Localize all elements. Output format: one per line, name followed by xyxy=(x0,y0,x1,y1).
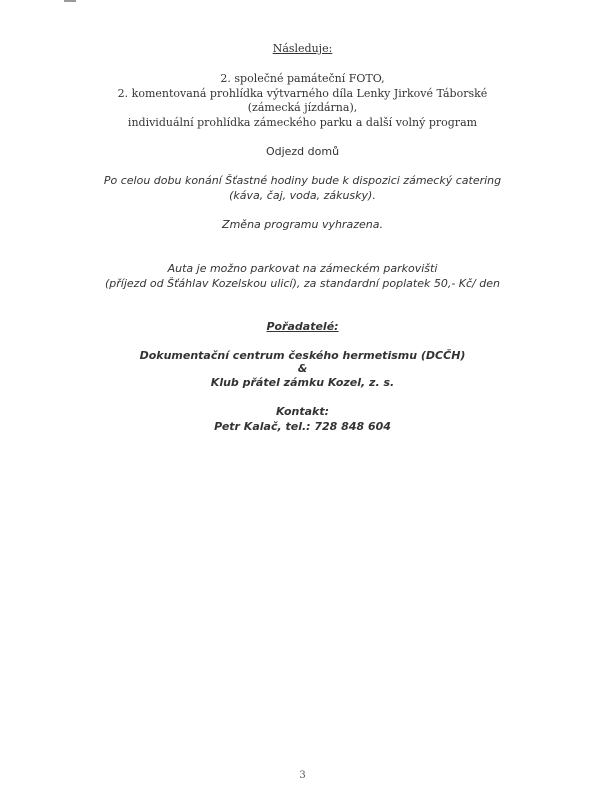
page-top-mark xyxy=(64,0,76,2)
program-line-1: 2. společné památeční FOTO, xyxy=(220,72,385,85)
following-heading: Následuje: xyxy=(272,42,333,55)
organizers-heading: Pořadatelé: xyxy=(266,320,339,333)
page-number: 3 xyxy=(299,770,306,781)
program-line-4: individuální prohlídka zámeckého parku a další volný program xyxy=(127,116,478,129)
catering-line-1: Po celou dobu konání Šťastné hodiny bude k dispozici zámecký catering xyxy=(103,174,502,187)
organizer-ampersand: & xyxy=(297,362,308,375)
departure-line: Odjezd domů xyxy=(265,145,340,158)
organizer-2: Klub přátel zámku Kozel, z. s. xyxy=(210,376,395,389)
program-line-2: 2. komentovaná prohlídka výtvarného díla Lenky Jirkové Táborské xyxy=(117,87,488,100)
change-notice: Změna programu vyhrazena. xyxy=(222,218,383,231)
contact-heading: Kontakt: xyxy=(276,405,329,418)
catering-line-2: (káva, čaj, voda, zákusky). xyxy=(229,189,376,202)
contact-person: Petr Kalač, tel.: 728 848 604 xyxy=(214,420,391,433)
organizer-1: Dokumentační centrum českého hermetismu (DCČH) xyxy=(139,349,466,362)
program-line-3: (zámecká jízdárna), xyxy=(247,101,358,114)
parking-line-2: (příjezd od Šťáhlav Kozelskou ulicí), za standardní poplatek 50,- Kč/ den xyxy=(105,277,500,290)
parking-line-1: Auta je možno parkovat na zámeckém parkovišti xyxy=(167,262,438,275)
